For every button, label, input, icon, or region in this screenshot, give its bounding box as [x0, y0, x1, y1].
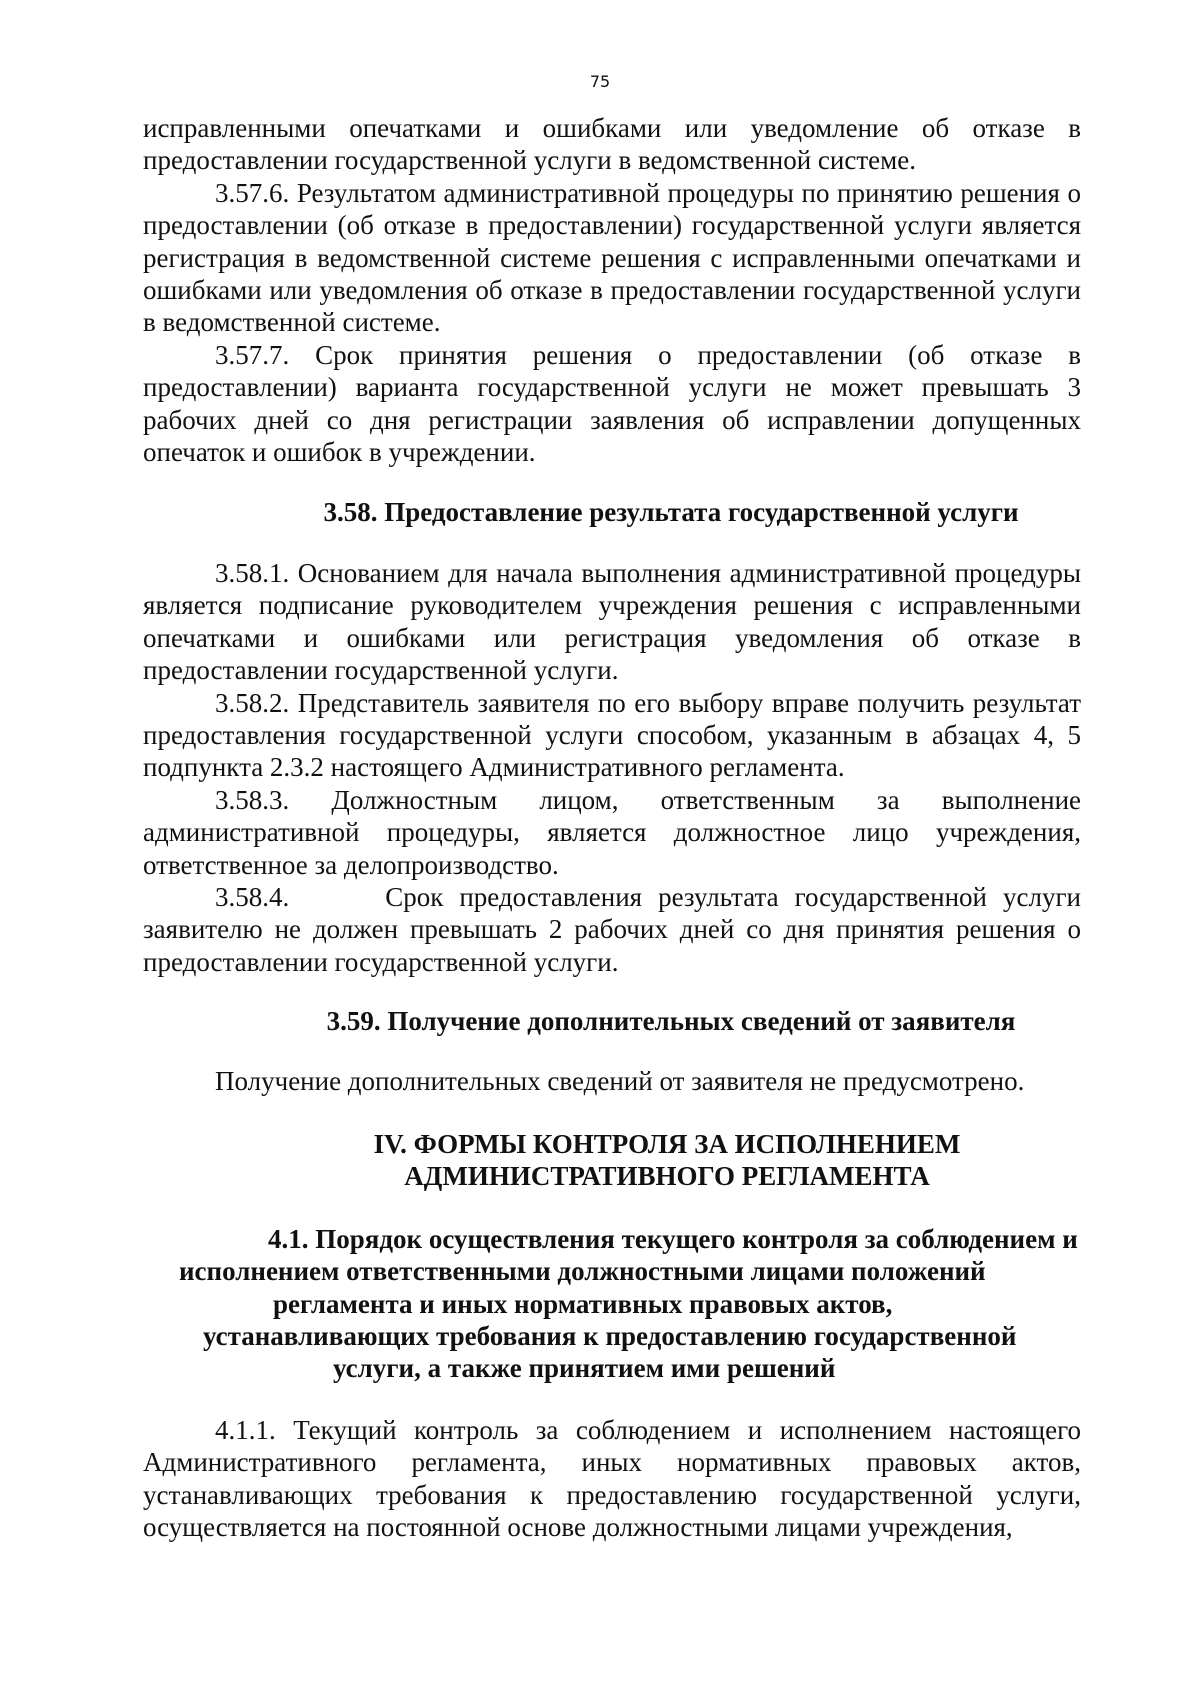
paragraph: исправленными опечатками и ошибками или уведомление об отказе в предоставлении государственной услуги в ведомственной системе. [143, 113, 1081, 176]
heading-4-1-line-4: устанавливающих требования к предоставлению государственной [203, 1321, 1017, 1351]
page-number: 75 [589, 72, 611, 91]
paragraph-3-58-3: 3.58.3. Должностным лицом, ответственным за выполнение административной процедуры, является должностное лицо учреждения, ответственное за делопроизводство. [143, 784, 1081, 880]
heading-3-58: 3.58. Предоставление результата государственной услуги [323, 497, 1019, 528]
paragraph-4-1-1: 4.1.1. Текущий контроль за соблюдением и исполнением настоящего Административного регламента, иных нормативных правовых актов, устанавливающих требования к предоставлению государственной услуги, осуществляется на постоянной основе должностными лицами учреждения, [143, 1414, 1081, 1543]
document-body [143, 112, 1088, 1543]
section-iv-title-line-2: АДМИНИСТРАТИВНОГО РЕГЛАМЕНТА [404, 1161, 930, 1192]
heading-4-1-line-5: услуги, а также принятием ими решений [333, 1353, 836, 1384]
paragraph-3-58-2: 3.58.2. Представитель заявителя по его выбору вправе получить результат предоставления государственной услуги способом, указанным в абзацах 4, 5 подпункта 2.3.2 настоящего Административного регламента. [143, 687, 1081, 783]
heading-3-59: 3.59. Получение дополнительных сведений от заявителя [326, 1006, 1016, 1037]
paragraph-additional-info: Получение дополнительных сведений от заявителя не предусмотрено. [215, 1065, 1025, 1096]
paragraph-3-58-1: 3.58.1. Основанием для начала выполнения административной процедуры является подписание руководителем учреждения решения с исправленными опечатками и ошибками или регистрация уведомления об отказе в предоставлении государственной услуги. [143, 557, 1081, 686]
heading-4-1-line-1: 4.1. Порядок осуществления текущего контроля за соблюдением и [268, 1223, 1078, 1254]
section-iv-title [143, 1128, 1081, 1193]
paragraph-3-58-4: 3.58.4. Срок предоставления результата государственной услуги заявителю не должен превышать 2 рабочих дней со дня принятия решения о предоставлении государственной услуги. [143, 881, 1088, 977]
section-iv-title-line-1: IV. ФОРМЫ КОНТРОЛЯ ЗА ИСПОЛНЕНИЕМ [373, 1128, 961, 1159]
heading-4-1-line-3: регламента и иных нормативных правовых актов, [273, 1288, 893, 1319]
paragraph-3-57-6: 3.57.6. Результатом административной процедуры по принятию решения о предоставлении (об отказе в предоставлении) государственной услуги является регистрация в ведомственной системе решения с исправленными опечатками и ошибками или уведомления об отказе в предоставлении государственной услуги в ведомственной системе. [143, 177, 1081, 338]
heading-4-1 [143, 1223, 1081, 1385]
paragraph-3-57-7: 3.57.7. Срок принятия решения о предоставлении (об отказе в предоставлении) варианта государственной услуги не может превышать 3 рабочих дней со дня регистрации заявления об исправлении допущенных опечаток и ошибок в учреждении. [143, 339, 1081, 468]
heading-4-1-line-2: исполнением ответственными должностными лицами положений [179, 1256, 986, 1287]
